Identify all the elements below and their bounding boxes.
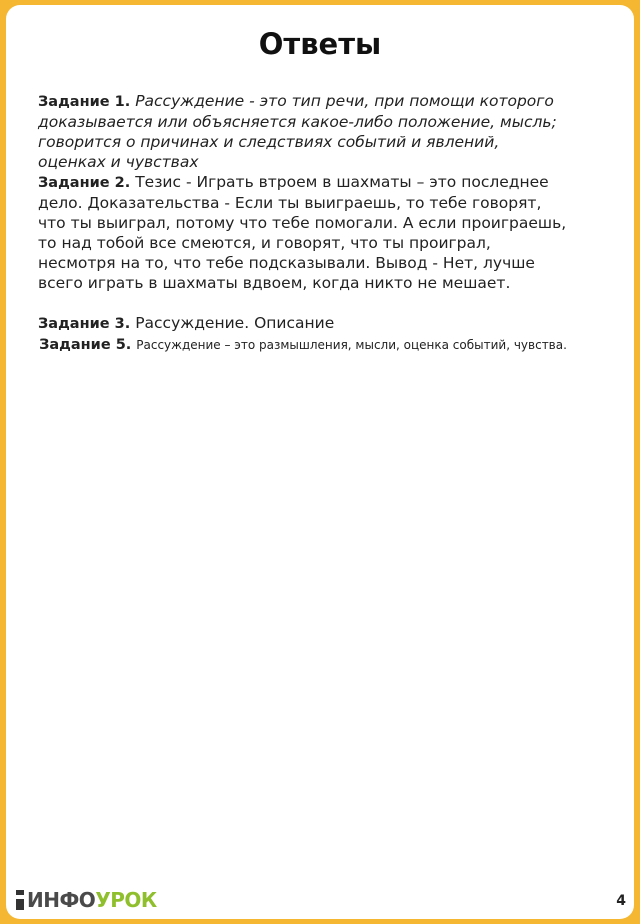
task-1 — [38, 91, 568, 172]
task-3-label: Задание 3. — [38, 316, 131, 332]
logo-text-info: ИНФО — [27, 888, 96, 912]
task-5 — [38, 334, 568, 355]
task-3-text: Рассуждение. Описание — [135, 314, 335, 332]
task-3 — [38, 313, 568, 334]
task-2-label: Задание 2. — [38, 175, 131, 191]
slide — [6, 5, 634, 919]
task-2-text: Тезис - Играть втроем в шахматы – это последнее дело. Доказательства - Если ты выиграешь, то тебе говорят, что ты выиграл, потому что тебе помогали. А если проиграешь, то над тобой все смеются, и говорят, что ты проиграл, несмотря на то, что тебе подсказывали. Вывод - Нет, лучше всего играть в шахматы вдвоем, когда никто не мешает. — [38, 173, 567, 292]
task-2 — [38, 172, 568, 293]
logo-text-urok: УРОК — [95, 888, 157, 912]
task-5-label: Задание 5. — [39, 337, 132, 353]
page-number: 4 — [616, 893, 626, 909]
spacer — [38, 293, 568, 313]
task-1-label: Задание 1. — [38, 94, 131, 110]
infourok-logo — [16, 889, 157, 911]
logo-mark-icon — [16, 890, 24, 910]
task-1-text: Рассуждение - это тип речи, при помощи которого доказывается или объясняется какое-либо положение, мысль; говорится о причинах и следствиях событий и явлений, оценках и чувствах — [38, 92, 557, 171]
task-5-text: Рассуждение – это размышления, мысли, оценка событий, чувства. — [136, 338, 567, 352]
page-title: Ответы — [258, 27, 382, 61]
answers-content — [38, 91, 568, 355]
